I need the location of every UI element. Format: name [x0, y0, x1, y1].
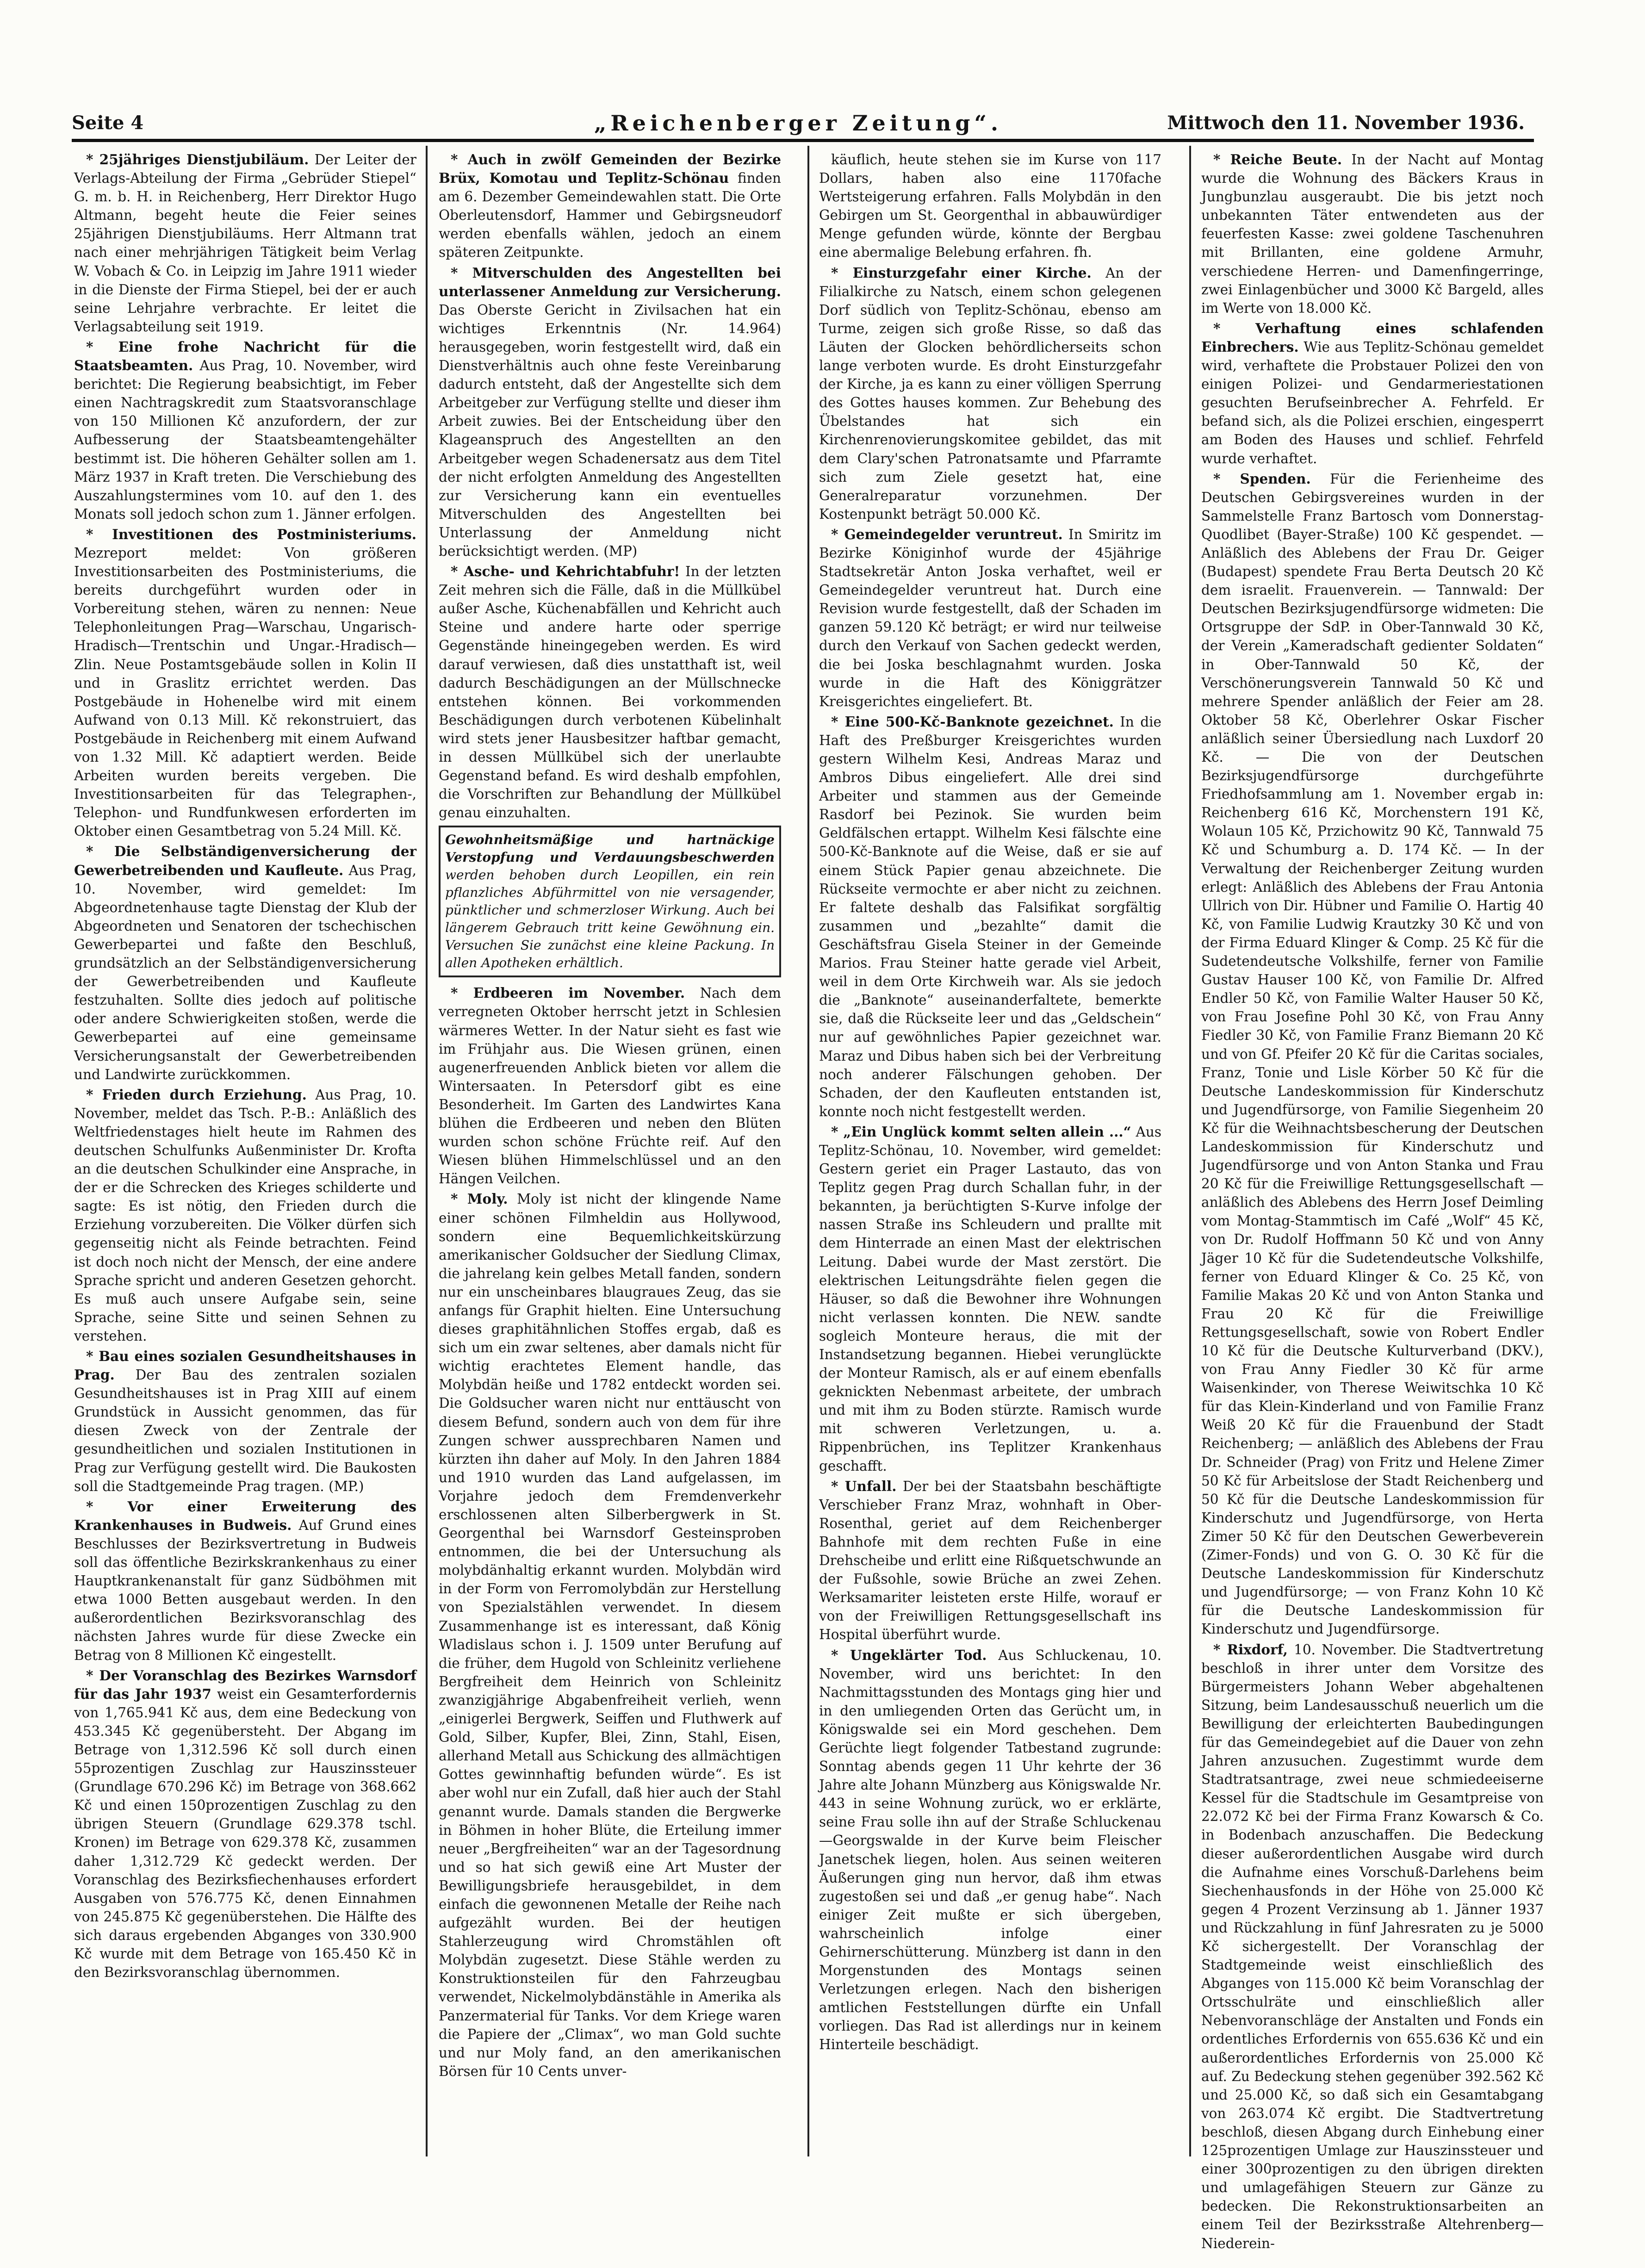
- article-body: In die Haft des Preßburger Kreisgerichtes wurden gestern Wilhelm Kesi, Andreas Maraz und Ambros Dibus eingeliefert. Alle drei sind Arbeiter und stammen aus der Gemeinde Rasdorf bei Pezinok. Sie wurden beim Geldfälschen ertappt. Wilhelm Kesi fälschte eine 500-Kč-Banknote auf die Weise, daß er sie auf einem Stück Papier genau abzeichnete. Die Rückseite vermochte er aber nicht zu zeichnen. Er faltete deshalb das Falsifikat sorgfältig zusammen und „bezahlte“ damit die Geschäftsfrau Gisela Steiner in der Gemeinde Marios. Frau Steiner hatte gerade viel Arbeit, weil in dem Orte Kirchweih war. Als sie jedoch die „Banknote“ auseinanderfaltete, bemerkte sie, daß die Rückseite leer und das „Geldschein“ nur auf gewöhnliches Papier gezeichnet war. Maraz und Dibus haben sich bei der Verbreitung noch anderer Fälschungen gehoben. Der Schaden, der den Kaufleuten entstanden ist, konnte noch nicht festgestellt werden.: [819, 714, 1161, 1119]
- article-headline: * Frieden durch Erziehung.: [86, 1086, 307, 1103]
- column-2: [439, 150, 781, 2156]
- article-headline: * Eine frohe Nachricht für die Staatsbeamten.: [74, 338, 416, 374]
- article-headline: * Vor einer Erweiterung des Krankenhauses in Budweis.: [74, 1498, 416, 1533]
- article-headline: * „Ein Unglück kommt selten allein ...“: [831, 1123, 1131, 1140]
- news-article: [74, 1086, 416, 1345]
- article-body: Aus Teplitz-Schönau, 10. November, wird gemeldet: Gestern geriet ein Prager Lastauto, das von Teplitz gegen Prag durch Schallan fuhr, in der bekannten, ja berüchtigten S-Kurve infolge der nassen Straße ins Schleudern und prallte mit dem Hinterrade an einen Mast der elektrischen Leitung. Dabei wurde der Mast zerstört. Die elektrischen Leitungsdrähte fielen gegen die Häuser, so daß die Bewohner ihre Wohnungen nicht verlassen konnten. Die NEW. sandte sogleich Monteure heraus, die mit der Instandsetzung begannen. Hiebei verunglückte der Monteur Ramisch, als er auf einem ebenfalls geknickten Nebenmast arbeitete, der umbrach und mit ihm zu Boden stürzte. Ramisch wurde mit schweren Verletzungen, u. a. Rippenbrüchen, ins Teplitzer Krankenhaus geschafft.: [819, 1124, 1161, 1474]
- article-headline: * Investitionen des Postministeriums.: [86, 526, 416, 542]
- article-body: Das Oberste Gericht in Zivilsachen hat ein wichtiges Erkenntnis (Nr. 14.964) herausgegeben, worin festgestellt wird, daß ein Dienstverhältnis auch ohne feste Vereinbarung dadurch entsteht, daß der Angestellte sich dem Arbeitgeber zur Verfügung stellte und dieser ihm Arbeit zuwies. Bei der Entscheidung über den Klageanspruch des Angestellten an den Arbeitgeber wegen Schadenersatz aus dem Titel der nicht erfolgten Anmeldung des Angestellten zur Versicherung kann ein eventuelles Mitverschulden des Angestellten bei Unterlassung der Anmeldung nicht berücksichtigt werden. (MP): [439, 302, 781, 559]
- article-body: Wie aus Teplitz-Schönau gemeldet wird, verhaftete die Probstauer Polizei den von einigen Polizei- und Gendarmeriestationen gesuchten Berufseinbrecher A. Fehrfeld. Er befand sich, als die Polizei erschien, eingesperrt am Boden des Hauses und schlief. Fehrfeld wurde verhaftet.: [1201, 339, 1544, 466]
- article-body: Auf Grund eines Beschlusses der Bezirksvertretung in Budweis soll das öffentliche Bezirkskrankenhaus zu einer Hauptkrankenanstalt für ganz Südböhmen mit etwa 1000 Betten ausgebaut werden. In den außerordentlichen Bezirksvoranschlag des nächsten Jahres wurde für diese Zwecke ein Betrag von 8 Millionen Kč eingestellt.: [74, 1517, 416, 1663]
- article-body: Der Bau des zentralen sozialen Gesundheitshauses ist in Prag XIII auf einem Grundstück in Aussicht genommen, das für diesen Zweck von der Zentrale der gesundheitlichen und sozialen Institutionen in Prag zur Verfügung gestellt wird. Die Baukosten soll die Stadtgemeinde Prag tragen. (MP.): [74, 1367, 416, 1494]
- column-divider: [1189, 146, 1191, 2156]
- news-article: [819, 150, 1161, 262]
- article-body: 10. November. Die Stadtvertretung beschloß in ihrer unter dem Vorsitze des Bürgermeisters Johann Weber abgehaltenen Sitzung, beim Landesausschuß neuerlich um die Bewilligung der erleichterten Baubedingungen für das Gemeindegebiet auf die Dauer von zehn Jahren anzusuchen. Zugestimmt wurde dem Stadtratsantrage, zwei neue schmiedeeiserne Kessel für die Stadtschule im Gesamtpreise von 22.072 Kč bei der Firma Franz Kowarsch & Co. in Bodenbach anzuschaffen. Die Bedeckung dieser außerordentlichen Ausgabe wird durch die Aufnahme eines Vorschuß-Darlehens beim Siechenhausfonds in der Höhe von 25.000 Kč gegen 4 Prozent Verzinsung ab 1. Jänner 1937 und Rückzahlung in fünf Jahresraten zu je 5000 Kč sichergestellt. Der Voranschlag der Stadtgemeinde weist einschließlich des Abganges von 115.000 Kč beim Voranschlag der Ortsschulräte und einschließlich aller Nebenvoranschläge der Anstalten und Fonds ein ordentliches Erfordernis von 655.636 Kč und ein außerordentliches Erfordernis von 25.000 Kč auf. Zu Bedeckung stehen gegenüber 392.562 Kč und 25.000 Kč, so daß sich ein Gesamtabgang von 263.074 Kč ergibt. Die Stadtvertretung beschloß, diesen Abgang durch Einhebung einer 125prozentigen Umlage zur Hauszinssteuer und einer 300prozentigen zu den übrigen direkten und umlagefähigen Steuern zur Gänze zu bedecken. Die Rekonstruktionsarbeiten an einem Teil der Bezirksstraße Altehrenberg—Niederein-: [1201, 1641, 1544, 2251]
- news-article: [439, 150, 781, 262]
- news-article: [74, 150, 416, 336]
- article-headline: * Mitverschulden des Angestellten bei unterlassener Anmeldung zur Versicherung.: [439, 264, 781, 299]
- ad-headline: Gewohnheitsmäßige und hartnäckige Verstopfung und Verdauungsbeschwerden: [445, 832, 775, 865]
- article-headline: * Asche- und Kehrichtabfuhr!: [451, 563, 680, 580]
- advertisement: [439, 826, 781, 977]
- article-body: Aus Schluckenau, 10. November, wird uns berichtet: In den Nachmittagsstunden des Montags ging hier und in den umliegenden Orten das Gerücht um, in Königswalde sei ein Mord geschehen. Dem Gerüchte liegt folgender Tatbestand zugrunde: Sonntag abends gegen 11 Uhr kehrte der 36 Jahre alte Johann Münzberg aus Königswalde Nr. 443 in seine Wohnung zurück, wo er erklärte, seine Frau solle ihn auf der Straße Schluckenau—Georgswalde in der Kurve beim Fleischer Janetschek liegen, holen. Aus seinen weiteren Äußerungen ging nun hervor, daß ihm etwas zugestoßen sei und daß „er genug habe“. Nach einiger Zeit mußte er sich übergeben, wahrscheinlich infolge einer Gehirnerschütterung. Münzberg ist dann in den Morgenstunden des Montags seinen Verletzungen erlegen. Nach den bisherigen amtlichen Feststellungen dürfte ein Unfall vorliegen. Das Rad ist allerdings nur in keinem Hinterteile beschädigt.: [819, 1647, 1161, 2053]
- news-article: [74, 1498, 416, 1665]
- article-body: Nach dem verregneten Oktober herrscht jetzt in Schlesien wärmeres Wetter. In der Natur sieht es fast wie im Frühjahr aus. Die Wiesen grünen, einen augenerfreuenden Anblick bieten vor allem die Wintersaaten. In Petersdorf gibt es eine Besonderheit. Im Garten des Landwirtes Kana blühen die Erdbeeren und neben den Blüten wurden schon schöne Früchte reif. Auf den Wiesen blühen Himmelschlüssel und an den Hängen Veilchen.: [439, 985, 781, 1187]
- article-headline: * Erdbeeren im November.: [451, 985, 685, 1001]
- article-body: Aus Prag, 10. November, meldet das Tsch. P.-B.: Anläßlich des Weltfriedenstages hielt heute im Rahmen des deutschen Schulfunks Außenminister Dr. Krofta an die deutschen Schulkinder eine Ansprache, in der er die Schrecken des Krieges schilderte und sagte: Es ist nötig, den Frieden durch die Erziehung vorzubereiten. Die Völker dürfen sich gegenseitig nicht als Feinde betrachten. Feind ist doch noch nicht der Mensch, der eine andere Sprache spricht und anderen Gesetzen gehorcht. Es muß auch unsere Aufgabe sein, seine Sprache, seine Sitte und seinen Sehnen zu verstehen.: [74, 1087, 416, 1344]
- news-article: [819, 713, 1161, 1121]
- article-body: Der bei der Staatsbahn beschäftigte Verschieber Franz Mraz, wohnhaft in Ober-Rosenthal, geriet auf dem Reichenberger Bahnhofe mit dem rechten Fuße in eine Drehscheibe und erlitt eine Rißquetschwunde an der Fußsohle, sowie Brüche an zwei Zehen. Werksamariter leisteten erste Hilfe, worauf er von der Freiwilligen Rettungsgesellschaft ins Hospital überführt wurde.: [819, 1478, 1161, 1643]
- article-headline: * Reiche Beute.: [1213, 151, 1342, 168]
- news-article: [74, 338, 416, 523]
- page-number: Seite 4: [72, 112, 144, 134]
- issue-date: Mittwoch den 11. November 1936.: [1167, 112, 1525, 134]
- news-article: [819, 264, 1161, 523]
- article-headline: * Moly.: [451, 1191, 508, 1207]
- article-headline: * Eine 500-Kč-Banknote gezeichnet.: [831, 713, 1114, 730]
- article-body: In der Nacht auf Montag wurde die Wohnung des Bäckers Kraus in Jungbunzlau ausgeraubt. Die bis jetzt noch unbekannten Täter entwendeten aus der feuerfesten Kasse: zwei goldene Taschenuhren mit Brillanten, eine goldene Armuhr, verschiedene Herren- und Damenfingerringe, zwei Einlagenbücher und 3000 Kč Bargeld, alles im Werte von 18.000 Kč.: [1201, 152, 1544, 316]
- news-article: [74, 525, 416, 841]
- article-headline: * Die Selbständigenversicherung der Gewerbetreibenden und Kaufleute.: [74, 843, 416, 878]
- news-article: [1201, 470, 1544, 1639]
- news-article: [819, 1123, 1161, 1475]
- page-header: [72, 109, 1525, 142]
- article-headline: * Unfall.: [831, 1478, 897, 1494]
- news-article: [1201, 1640, 1544, 2253]
- article-headline: * Gemeindegelder veruntreut.: [831, 526, 1063, 542]
- news-article: [819, 525, 1161, 711]
- article-body: käuflich, heute stehen sie im Kurse von 117 Dollars, haben also eine 1170fache Wertsteigerung erfahren. Falls Molybdän in den Gebirgen um St. Georgenthal in abbauwürdiger Menge gefunden würde, könnte der Bergbau eine abermalige Belebung erfahren. fh.: [819, 152, 1161, 261]
- news-article: [439, 1190, 781, 2081]
- article-headline: * Ungeklärter Tod.: [831, 1647, 987, 1663]
- news-article: [819, 1477, 1161, 1644]
- news-article: [74, 842, 416, 1083]
- article-body: In Smiritz im Bezirke Königinhof wurde der 45jährige Stadtsekretär Anton Joska verhaftet, weil er Gemeindegelder veruntreut hat. Durch eine Revision wurde festgestellt, daß der Schaden im ganzen 59.120 Kč beträgt; er wird nur teilweise durch den Verkauf von Sachen gedeckt werden, die bei Joska beschlagnahmt wurden. Joska wurde in die Haft des Königgrätzer Kreisgerichtes eingeliefert. Bt.: [819, 526, 1161, 709]
- article-body: Moly ist nicht der klingende Name einer schönen Filmheldin aus Hollywood, sondern eine Bequemlichkeitskürzung amerikanischer Goldsucher der Siedlung Climax, die jahrelang kein gelbes Metall fanden, sondern nur ein unscheinbares blaugraues Zeug, das sie anfangs für Graphit hielten. Eine Untersuchung dieses graphitähnlichen Stoffes ergab, daß es sich um ein zwar seltenes, aber damals nicht für wichtig erachtetes Element handle, das Molybdän heiße und 1782 entdeckt worden sei. Die Goldsucher waren nicht nur enttäuscht von diesem Befund, sondern auch von dem für ihre Zungen schwer aussprechbaren Namen und kürzten ihn daher auf Moly. In den Jahren 1884 und 1910 wurden das Land aufgelassen, im Vorjahre jedoch dem Fremdenverkehr erschlossenen alten Silberbergwerk in St. Georgenthal bei Warnsdorf Gesteinsproben entnommen, die bei der Untersuchung als molybdänhaltig erkannt wurden. Molybdän wird in der Form von Ferromolybdän zur Herstellung von Spezialstählen verwendet. In diesem Zusammenhange ist es interessant, daß König Wladislaus schon i. J. 1509 unter Berufung auf die früher, dem Hugold von Schleinitz verliehene Bergfreiheit dem Heinrich von Schleinitz zwanzigjährige Abgabenfreiheit verlieh, wenn „einigerlei Bergwerk, Seiffen und Fluthwerk auf Gold, Silber, Kupfer, Blei, Zinn, Stahl, Eisen, allerhand Metall aus Schickung des allmächtigen Gottes gewinnhaftig befunden würde“. Es ist aber wohl nur ein Zufall, daß hier auch der Stahl genannt wurde. Damals standen die Bergwerke in Böhmen in hoher Blüte, die Erteilung immer neuer „Bergfreiheiten“ war an der Tagesordnung und so hat sich gewiß eine Art Muster der Bewilligungsbriefe herausgebildet, in dem einfach die gewonnenen Metalle der Reihe nach aufgezählt wurden. Bei der heutigen Stahlerzeugung wird Chromstählen oft Molybdän zugesetzt. Diese Stähle werden zu Konstruktionsteilen für den Fahrzeugbau verwendet, Nickelmolybdänstähle in Amerika als Panzermaterial für Tanks. Vor dem Kriege waren die Papiere der „Climax“, wo man Gold suchte und nur Moly fand, an den amerikanischen Börsen für 10 Cents unver-: [439, 1191, 781, 2079]
- article-headline: * 25jähriges Dienstjubiläum.: [86, 151, 309, 168]
- article-headline: * Der Voranschlag des Bezirkes Warnsdorf für das Jahr 1937: [74, 1667, 416, 1702]
- masthead-title: „Reichenberger Zeitung“.: [594, 111, 1003, 136]
- news-article: [1201, 150, 1544, 317]
- column-4: [1201, 150, 1544, 2251]
- article-body: Aus Prag, 10. November, wird berichtet: Die Regierung beabsichtigt, im Feber einen Nachtragskredit zum Staatsvoranschlage von 150 Millionen Kč anzufordern, der zur Aufbesserung der Staatsbeamtengehälter bestimmt ist. Die höheren Gehälter sollen am 1. März 1937 in Kraft treten. Die Verschiebung des Auszahlungstermines vom 10. auf den 1. des Monats soll jedoch schon zum 1. Jänner erfolgen.: [74, 358, 416, 522]
- article-headline: * Bau eines sozialen Gesundheitshauses in Prag.: [74, 1348, 416, 1383]
- column-divider: [807, 146, 809, 2156]
- article-body: In der letzten Zeit mehren sich die Fälle, daß in die Müllkübel außer Asche, Küchenabfällen und Kehricht auch Steine und andere harte oder sperrige Gegenstände hineingegeben werden. Es wird darauf verwiesen, daß dies unstatthaft ist, weil dadurch Beschädigungen an der Müllschnecke entstehen können. Bei vorkommenden Beschädigungen durch verbotenen Kübelinhalt wird stets jener Hausbesitzer haftbar gemacht, in dessen Müllkübel sich der unerlaubte Gegenstand befand. Es wird deshalb empfohlen, die Vorschriften zur Behandlung der Müllkübel genau einzuhalten.: [439, 564, 781, 821]
- news-article: [439, 562, 781, 822]
- article-body: finden am 6. Dezember Gemeindewahlen statt. Die Orte Oberleutensdorf, Hammer und Gebirgsneudorf werden ebenfalls wählen, jedoch an einem späteren Zeitpunkte.: [439, 170, 781, 261]
- article-body: Aus Prag, 10. November, wird gemeldet: Im Abgeordnetenhause tagte Dienstag der Klub der Abgeordneten und Senatoren der tschechischen Gewerbepartei und faßte den Beschluß, grundsätzlich an der Selbständigenversicherung der Gewerbetreibenden und Kaufleute festzuhalten. Sollte dies jedoch auf politische oder andere Schwierigkeiten stoßen, werde die Gewerbepartei auf eine gemeinsame Versicherungsanstalt der Gewerbetreibenden und Landwirte zurückkommen.: [74, 862, 416, 1082]
- news-article: [74, 1666, 416, 1982]
- header-rule: [72, 139, 1534, 142]
- ad-body: werden behoben durch Leopillen, ein rein pflanzliches Abführmittel von nie versagender, pünktlicher und schmerzloser Wirkung. Auch bei längerem Gebrauch tritt keine Gewöhnung ein. Versuchen Sie zunächst eine kleine Packung. In allen Apotheken erhältlich.: [445, 867, 775, 971]
- news-article: [74, 1347, 416, 1496]
- article-headline: * Einsturzgefahr einer Kirche.: [831, 264, 1092, 281]
- article-headline: * Spenden.: [1213, 470, 1311, 487]
- article-body: Für die Ferienheime des Deutschen Gebirgsvereines wurden in der Sammelstelle Franz Bartosch vom Donnerstag-Quodlibet (Bayer-Straße) 100 Kč gespendet. — Anläßlich des Ablebens der Frau Dr. Geiger (Budapest) spendete Frau Berta Deutsch 20 Kč dem israelit. Frauenverein. — Tannwald: Der Deutschen Bezirksjugendfürsorge widmeten: Die Ortsgruppe der SdP. in Ober-Tannwald 30 Kč, der Verein „Kameradschaft gedienter Soldaten“ in Ober-Tannwald 50 Kč, der Verschönerungsverein Tannwald 50 Kč und mehrere Spender anläßlich der Feier am 28. Oktober 58 Kč, Oberlehrer Oskar Fischer anläßlich seiner Übersiedlung nach Luxdorf 20 Kč. — Die von der Deutschen Bezirksjugendfürsorge durchgeführte Friedhofsammlung am 1. November ergab in: Reichenberg 616 Kč, Morchenstern 191 Kč, Wolaun 105 Kč, Przichowitz 90 Kč, Tannwald 75 Kč und Schumburg a. D. 174 Kč. — In der Verwaltung der Reichenberger Zeitung wurden erlegt: Anläßlich des Ablebens der Frau Antonia Ullrich von Dir. Hübner und Familie O. Hartig 40 Kč, von Familie Ludwig Krautzky 30 Kč und von der Firma Eduard Klinger & Comp. 25 Kč für die Sudetendeutsche Volkshilfe, ferner von Familie Gustav Hauser 100 Kč, von Familie Dr. Alfred Endler 50 Kč, von Familie Walter Hauser 50 Kč, von Frau Josefine Pohl 30 Kč, von Frau Anny Fiedler 30 Kč, von Familie Franz Biemann 20 Kč und von Gf. Pfeifer 20 Kč für die Caritas sociales, Franz, Tonie und Lisle Körber 50 Kč für die Deutsche Landeskommission für Kinderschutz und Jugendfürsorge, von Familie Siegenheim 20 Kč für die Weihnachtsbescherung der Deutschen Landeskommission für Kinderschutz und Jugendfürsorge und von Anton Stanka und Frau 20 Kč für die Freiwillige Rettungsgesellschaft — anläßlich des Ablebens des Herrn Josef Deimling vom Montag-Stammtisch im Café „Wolf“ 45 Kč, von Dr. Rudolf Hoffmann 50 Kč und von Anny Jäger 10 Kč für die Sudetendeutsche Volkshilfe, ferner von Eduard Klinger & Co. 25 Kč, von Familie Makas 20 Kč und von Anton Stanka und Frau 20 Kč für die Freiwillige Rettungsgesellschaft, sowie von Robert Endler 10 Kč für die Deutsche Kulturverband (DKV.), von Frau Anny Fiedler 30 Kč für arme Waisenkinder, von Therese Weiwitschka 10 Kč für das Klein-Kinderland und von Familie Franz Weiß 20 Kč für die Frauenbund der Stadt Reichenberg; — anläßlich des Ablebens der Frau Dr. Schneider (Prag) von Fritz und Helene Zimer 50 Kč für Arbeitslose der Stadt Reichenberg und 50 Kč für die Deutsche Landeskommission für Kinderschutz und Jugendfürsorge, von Herta Zimer 50 Kč für den Deutschen Gewerbeverein (Zimer-Fonds) und von G. O. 30 Kč für die Deutsche Landeskommission für Kinderschutz und Jugendfürsorge; — von Franz Kohn 10 Kč für die Deutsche Landeskommission für Kinderschutz und Jugendfürsorge.: [1201, 471, 1544, 1637]
- news-article: [439, 984, 781, 1188]
- article-body: Der Leiter der Verlags-Abteilung der Firma „Gebrüder Stiepel“ G. m. b. H. in Reichenberg, Herr Direktor Hugo Altmann, begeht heute die Feier seines 25jährigen Dienstjubiläums. Herr Altmann trat nach einer mehrjährigen Tätigkeit beim Verlag W. Vobach & Co. in Leipzig im Jahre 1911 wieder in die Dienste der Firma Stiepel, bei der er auch seine Lehrjahre verbrachte. Er leitet die Verlagsabteilung seit 1919.: [74, 152, 416, 335]
- article-body: Mezreport meldet: Von größeren Investitionsarbeiten des Postministeriums, die bereits durchgeführt wurden oder in Vorbereitung stehen, wären zu nennen: Neue Telephonleitungen Prag—Warschau, Ungarisch-Hradisch—Trentschin und Ungar.-Hradisch—Zlin. Neue Postamtsgebäude sollen in Kolin II und in Graslitz errichtet werden. Das Postgebäude in Hohenelbe wird mit einem Aufwand von 0.13 Mill. Kč rekonstruiert, das Postgebäude in Reichenberg mit einem Aufwand von 1.32 Mill. Kč adaptiert werden. Beide Arbeiten wurden bereits vergeben. Die Investitionsarbeiten für das Telegraphen-, Telephon- und Rundfunkwesen erforderten im Oktober einen Gesamtbetrag von 5.24 Mill. Kč.: [74, 545, 416, 839]
- article-body: weist ein Gesamterfordernis von 1,765.941 Kč aus, dem eine Bedeckung von 453.345 Kč gegenübersteht. Der Abgang im Betrage von 1,312.596 Kč soll durch einen 55prozentigen Zuschlag zur Hauszinssteuer (Grundlage 670.296 Kč) im Betrage von 368.662 Kč und einen 150prozentigen Zuschlag zu den übrigen Steuern (Grundlage 629.378 tschl. Kronen) im Betrage von 629.378 Kč, zusammen daher 1,312.729 Kč gedeckt werden. Der Voranschlag des Bezirksfiechenhauses erfordert Ausgaben von 576.775 Kč, denen Einnahmen von 245.875 Kč gegenüberstehen. Die Hälfte des sich daraus ergebenden Abganges von 330.900 Kč wurde mit dem Betrage von 165.450 Kč in den Bezirksvoranschlag übernommen.: [74, 1686, 416, 1981]
- news-article: [819, 1646, 1161, 2054]
- column-divider: [426, 146, 428, 2156]
- article-body: An der Filialkirche zu Natsch, einem schon gelegenen Dorf südlich von Teplitz-Schönau, ebenso am Turme, zeigen sich große Risse, so daß das Läuten der Glocken behördlicherseits schon lange verboten wurde. Es droht Einsturzgefahr der Kirche, ja es kann zu einer völligen Sperrung des Gottes hauses kommen. Zur Behebung des Übelstandes hat sich ein Kirchenrenovierungskomitee gebildet, das mit dem Clary'schen Patronatsamte und Pfarramte sich zum Ziele gesetzt hat, eine Generalreparatur vorzunehmen. Der Kostenpunkt beträgt 50.000 Kč.: [819, 265, 1161, 522]
- news-article: [439, 264, 781, 561]
- article-headline: * Verhaftung eines schlafenden Einbrechers.: [1201, 320, 1544, 355]
- article-headline: * Auch in zwölf Gemeinden der Bezirke Brüx, Komotau und Teplitz-Schönau: [439, 151, 781, 186]
- article-headline: * Rixdorf,: [1213, 1641, 1288, 1658]
- column-1: [74, 150, 416, 2156]
- column-3: [819, 150, 1161, 2156]
- news-article: [1201, 319, 1544, 468]
